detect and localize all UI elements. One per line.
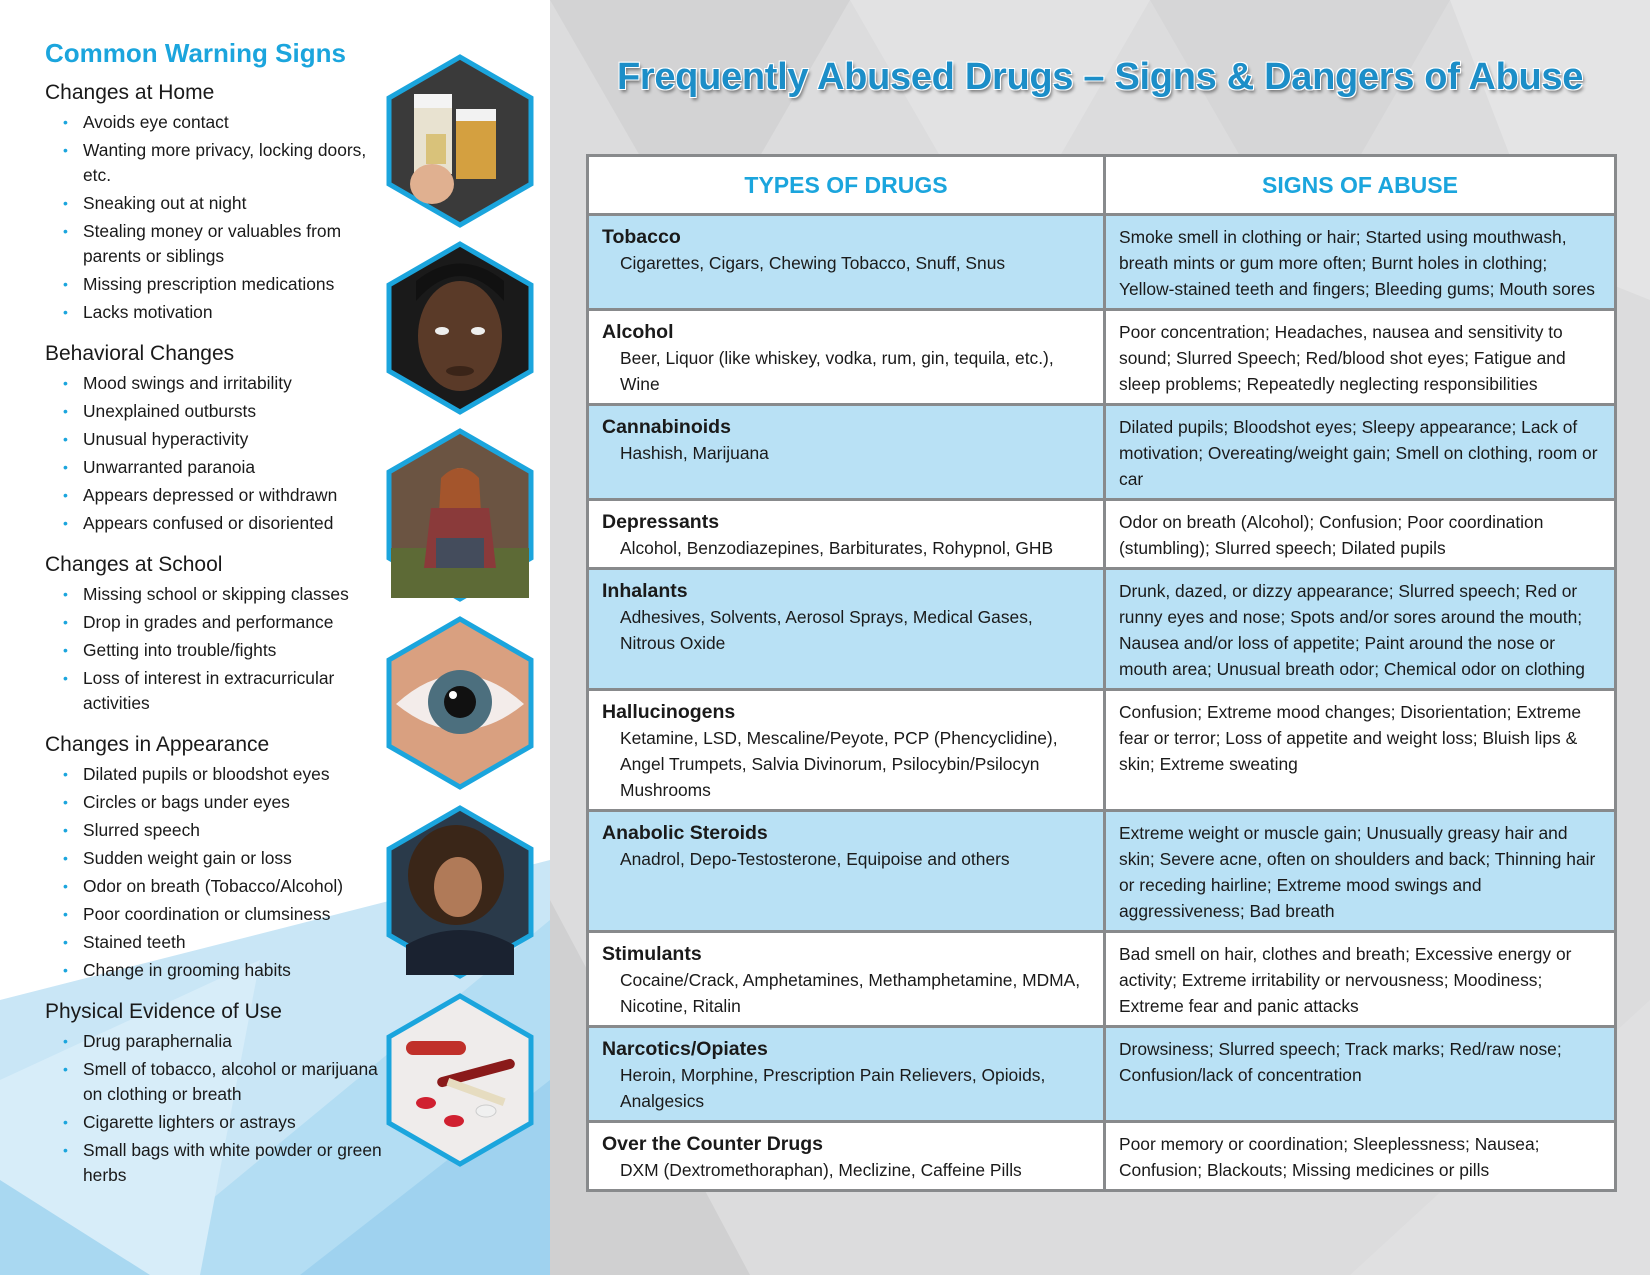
table-row	[588, 932, 1616, 1027]
bullet-icon: •	[63, 962, 68, 978]
warning-sections	[45, 80, 385, 1188]
list-item-text: Lacks motivation	[83, 302, 213, 322]
list-item	[63, 483, 385, 508]
list-item	[63, 790, 385, 815]
signs-of-abuse-cell: Smoke smell in clothing or hair; Started using mouthwash, breath mints or gum more often; Burnt holes in clothing; Yellow-stained teeth and fingers; Bleeding gums; Mouth sores	[1105, 215, 1616, 310]
section-title: Changes in Appearance	[45, 733, 270, 756]
drug-type-cell	[588, 1027, 1105, 1122]
list-item	[63, 930, 385, 955]
bullet-icon: •	[63, 1114, 68, 1130]
list-item-text: Sudden weight gain or loss	[83, 848, 292, 868]
drug-type-cell	[588, 811, 1105, 932]
drug-type-cell	[588, 500, 1105, 569]
list-item	[63, 1110, 385, 1135]
list-item-text: Unwarranted paranoia	[83, 457, 256, 477]
table-row	[588, 1122, 1616, 1191]
signs-of-abuse-cell: Poor concentration; Headaches, nausea and sensitivity to sound; Slurred Speech; Red/blood shot eyes; Fatigue and sleep problems; Repeatedly neglecting responsibilities	[1105, 310, 1616, 405]
column-header-signs: SIGNS OF ABUSE	[1105, 156, 1616, 215]
list-item-text: Unusual hyperactivity	[83, 429, 249, 449]
list-item	[63, 902, 385, 927]
list-item	[63, 1057, 385, 1107]
list-item-text: Stealing money or valuables from parents or siblings	[83, 221, 342, 266]
signs-of-abuse-cell: Drunk, dazed, or dizzy appearance; Slurred speech; Red or runny eyes and nose; Spots and/or sores around the mouth; Nausea and/or loss of appetite; Paint around the nose or mouth area; Unusual breath odor; Chemical odor on clothing	[1105, 569, 1616, 690]
drugs-table	[586, 154, 1617, 1192]
bullet-icon: •	[63, 642, 68, 658]
page-title: Frequently Abused Drugs – Signs & Dangers of Abuse	[616, 56, 1584, 98]
list-item-text: Drop in grades and performance	[83, 612, 334, 632]
bullet-icon: •	[63, 223, 68, 239]
bullet-icon: •	[63, 614, 68, 630]
list-item-text: Missing prescription medications	[83, 274, 335, 294]
list-item-text: Drug paraphernalia	[83, 1031, 232, 1051]
drug-examples: Anadrol, Depo-Testosterone, Equipoise and others	[620, 849, 1010, 869]
warning-list	[45, 110, 385, 325]
list-item	[63, 511, 385, 536]
drug-type-cell	[588, 690, 1105, 811]
list-item	[63, 191, 385, 216]
section-title: Behavioral Changes	[45, 342, 235, 365]
list-item-text: Odor on breath (Tobacco/Alcohol)	[83, 876, 344, 896]
signs-of-abuse-cell: Dilated pupils; Bloodshot eyes; Sleepy appearance; Lack of motivation; Overeating/weight gain; Smell on clothing, room or car	[1105, 405, 1616, 500]
drug-name: Hallucinogens	[602, 701, 736, 723]
warning-signs-title: Common Warning Signs	[45, 38, 346, 68]
list-item	[63, 1029, 385, 1054]
table-row	[588, 690, 1616, 811]
bullet-icon: •	[63, 403, 68, 419]
list-item-text: Appears depressed or withdrawn	[83, 485, 338, 505]
young-man-photo	[386, 241, 534, 415]
bullet-icon: •	[63, 431, 68, 447]
drug-name: Depressants	[602, 511, 720, 533]
list-item	[63, 762, 385, 787]
table-row	[588, 500, 1616, 569]
list-item-text: Unexplained outbursts	[83, 401, 257, 421]
signs-of-abuse-cell: Bad smell on hair, clothes and breath; Excessive energy or activity; Extreme irritability or nervousness; Moodiness; Extreme fear and panic attacks	[1105, 932, 1616, 1027]
list-item-text: Slurred speech	[83, 820, 200, 840]
list-item-text: Appears confused or disoriented	[83, 513, 334, 533]
column-header-types: TYPES OF DRUGS	[588, 156, 1105, 215]
drug-name: Tobacco	[602, 226, 681, 248]
list-item-text: Mood swings and irritability	[83, 373, 292, 393]
bullet-icon: •	[63, 276, 68, 292]
list-item	[63, 399, 385, 424]
list-item-text: Avoids eye contact	[83, 112, 229, 132]
list-item-text: Missing school or skipping classes	[83, 584, 349, 604]
drug-type-cell	[588, 310, 1105, 405]
list-item	[63, 1138, 385, 1188]
list-item	[63, 958, 385, 983]
list-item	[63, 582, 385, 607]
sitting-girl-photo	[386, 428, 534, 602]
section-title: Changes at School	[45, 553, 223, 576]
bullet-icon: •	[63, 487, 68, 503]
list-item	[63, 666, 385, 716]
list-item	[63, 300, 385, 325]
bullet-icon: •	[63, 586, 68, 602]
list-item	[63, 427, 385, 452]
list-item-text: Wanting more privacy, locking doors, etc.	[83, 140, 367, 185]
warning-signs-content	[45, 36, 385, 1204]
table-row	[588, 405, 1616, 500]
drugs-table-body	[588, 215, 1616, 1191]
list-item-text: Getting into trouble/fights	[83, 640, 277, 660]
bullet-icon: •	[63, 515, 68, 531]
list-item	[63, 455, 385, 480]
list-item	[63, 846, 385, 871]
table-row	[588, 1027, 1616, 1122]
bullet-icon: •	[63, 670, 68, 686]
bullet-icon: •	[63, 1142, 68, 1158]
bullet-icon: •	[63, 794, 68, 810]
list-item	[63, 610, 385, 635]
bullet-icon: •	[63, 934, 68, 950]
list-item-text: Change in grooming habits	[83, 960, 291, 980]
bullet-icon: •	[63, 142, 68, 158]
drug-examples: Cigarettes, Cigars, Chewing Tobacco, Snuff, Snus	[620, 253, 1006, 273]
list-item-text: Sneaking out at night	[83, 193, 247, 213]
drug-examples: Beer, Liquor (like whiskey, vodka, rum, gin, tequila, etc.), Wine	[620, 348, 1054, 394]
table-header-row	[588, 156, 1616, 215]
bullet-icon: •	[63, 766, 68, 782]
warning-list	[45, 582, 385, 716]
bullet-icon: •	[63, 822, 68, 838]
drug-type-cell	[588, 569, 1105, 690]
section-title: Physical Evidence of Use	[45, 1000, 282, 1023]
list-item-text: Small bags with white powder or green herbs	[83, 1140, 382, 1185]
list-item	[63, 818, 385, 843]
bullet-icon: •	[63, 906, 68, 922]
signs-of-abuse-cell: Odor on breath (Alcohol); Confusion; Poor coordination (stumbling); Slurred speech; Dilated pupils	[1105, 500, 1616, 569]
drug-examples: Cocaine/Crack, Amphetamines, Methamphetamine, MDMA, Nicotine, Ritalin	[620, 970, 1081, 1016]
bullet-icon: •	[63, 459, 68, 475]
signs-of-abuse-cell: Drowsiness; Slurred speech; Track marks; Red/raw nose; Confusion/lack of concentration	[1105, 1027, 1616, 1122]
warning-list	[45, 1029, 385, 1188]
drug-examples: DXM (Dextromethoraphan), Meclizine, Caffeine Pills	[620, 1160, 1022, 1180]
list-item	[63, 371, 385, 396]
drug-examples: Adhesives, Solvents, Aerosol Sprays, Medical Gases, Nitrous Oxide	[620, 607, 1033, 653]
bullet-icon: •	[63, 878, 68, 894]
list-item-text: Dilated pupils or bloodshot eyes	[83, 764, 330, 784]
list-item	[63, 638, 385, 663]
table-row	[588, 569, 1616, 690]
drug-examples: Heroin, Morphine, Prescription Pain Relievers, Opioids, Analgesics	[620, 1065, 1046, 1111]
list-item-text: Loss of interest in extracurricular activities	[83, 668, 335, 713]
drug-type-cell	[588, 405, 1105, 500]
drug-type-cell	[588, 215, 1105, 310]
list-item	[63, 272, 385, 297]
drug-type-cell	[588, 932, 1105, 1027]
bullet-icon: •	[63, 375, 68, 391]
drug-examples: Alcohol, Benzodiazepines, Barbiturates, Rohypnol, GHB	[620, 538, 1054, 558]
bullet-icon: •	[63, 1061, 68, 1077]
bullet-icon: •	[63, 304, 68, 320]
table-row	[588, 811, 1616, 932]
drug-name: Inhalants	[602, 580, 688, 602]
drug-name: Over the Counter Drugs	[602, 1133, 824, 1155]
bullet-icon: •	[63, 114, 68, 130]
list-item	[63, 874, 385, 899]
list-item-text: Smell of tobacco, alcohol or marijuana on clothing or breath	[83, 1059, 378, 1104]
signs-of-abuse-cell: Poor memory or coordination; Sleeplessness; Nausea; Confusion; Blackouts; Missing medicines or pills	[1105, 1122, 1616, 1191]
drug-name: Stimulants	[602, 943, 702, 965]
list-item-text: Cigarette lighters or astrays	[83, 1112, 296, 1132]
drug-type-cell	[588, 1122, 1105, 1191]
list-item	[63, 110, 385, 135]
list-item	[63, 138, 385, 188]
drug-name: Narcotics/Opiates	[602, 1038, 768, 1060]
warning-list	[45, 371, 385, 536]
signs-of-abuse-cell: Confusion; Extreme mood changes; Disorientation; Extreme fear or terror; Loss of appetite and weight loss; Bluish lips & skin; Extreme sweating	[1105, 690, 1616, 811]
drugs-panel	[550, 0, 1650, 1275]
warning-list	[45, 762, 385, 983]
pill-bottles-photo	[386, 54, 534, 228]
drugs-paraphernalia-photo	[386, 993, 534, 1167]
bullet-icon: •	[63, 1033, 68, 1049]
list-item-text: Circles or bags under eyes	[83, 792, 290, 812]
eye-closeup-photo	[386, 616, 534, 790]
signs-of-abuse-cell: Extreme weight or muscle gain; Unusually greasy hair and skin; Severe acne, often on shoulders and back; Thinning hair or receding hairline; Extreme mood swings and aggressiveness; Bad breath	[1105, 811, 1616, 932]
bullet-icon: •	[63, 195, 68, 211]
drug-name: Cannabinoids	[602, 416, 731, 438]
drug-examples: Hashish, Marijuana	[620, 443, 769, 463]
drug-name: Alcohol	[602, 321, 674, 343]
list-item	[63, 219, 385, 269]
list-item-text: Stained teeth	[83, 932, 186, 952]
table-row	[588, 310, 1616, 405]
section-title: Changes at Home	[45, 81, 215, 104]
table-row	[588, 215, 1616, 310]
list-item-text: Poor coordination or clumsiness	[83, 904, 331, 924]
warning-signs-panel	[0, 0, 550, 1275]
bullet-icon: •	[63, 850, 68, 866]
drug-name: Anabolic Steroids	[602, 822, 768, 844]
stressed-girl-photo	[386, 805, 534, 979]
drug-examples: Ketamine, LSD, Mescaline/Peyote, PCP (Phencyclidine), Angel Trumpets, Salvia Divinorum, Psilocybin/Psilocyn Mushrooms	[620, 728, 1058, 800]
